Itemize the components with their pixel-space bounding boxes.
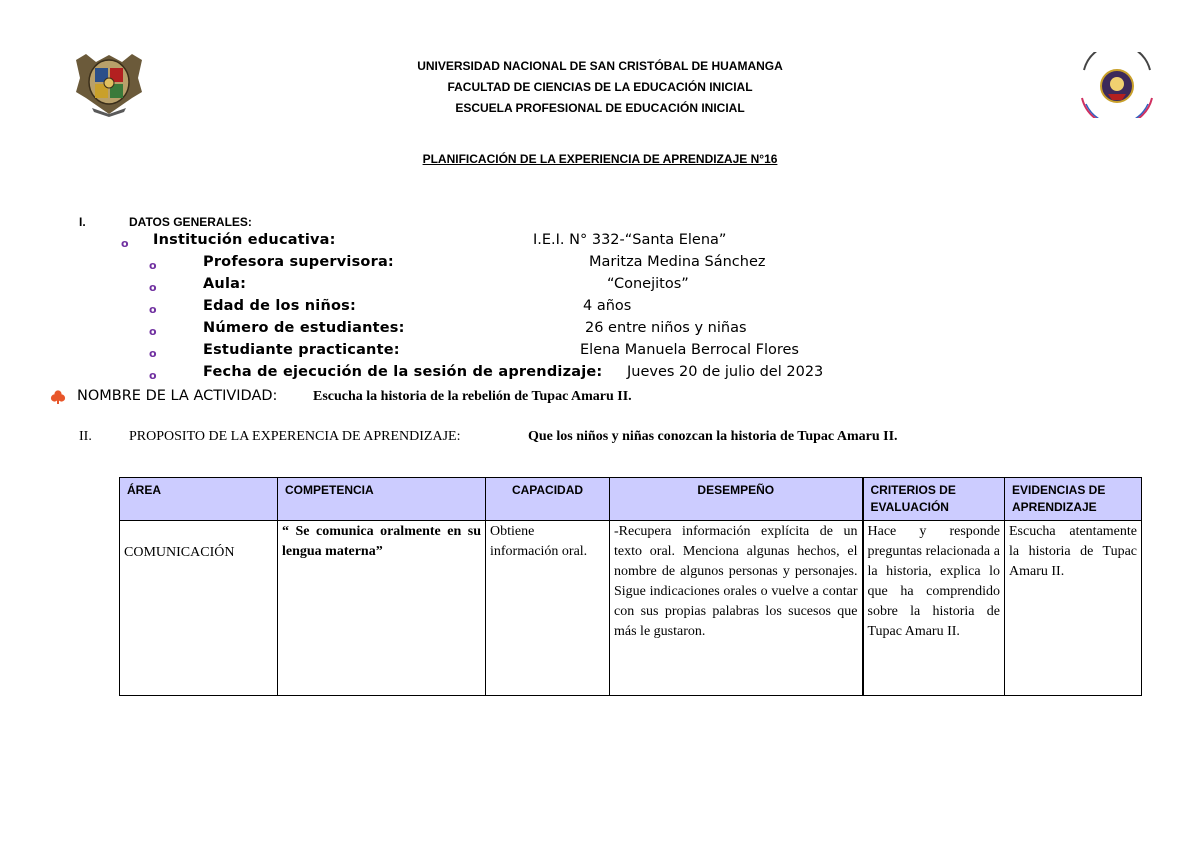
- students-count-label: Número de estudiantes:: [203, 320, 405, 336]
- list-bullet: o: [149, 325, 157, 338]
- table-row: [120, 521, 1142, 696]
- session-date-value: Jueves 20 de julio del 2023: [627, 364, 824, 380]
- planning-table: [119, 477, 1142, 696]
- cell-desempeno: -Recupera información explícita de un texto oral. Menciona algunas hechos, el nombre de algunos personas y personajes. Sigue indicaciones orales o vuelve a contar con sus propias palabras los sucesos que más le gustaron.: [610, 521, 863, 696]
- school-name: ESCUELA PROFESIONAL DE EDUCACIÓN INICIAL: [455, 101, 745, 115]
- classroom-label: Aula:: [203, 276, 247, 292]
- activity-value: Escucha la historia de la rebelión de Tupac Amaru II.: [313, 389, 632, 404]
- list-bullet: o: [121, 237, 129, 250]
- section1-title: DATOS GENERALES:: [129, 215, 252, 229]
- list-bullet: o: [149, 369, 157, 382]
- cell-area: COMUNICACIÓN: [120, 521, 278, 696]
- list-bullet: o: [149, 281, 157, 294]
- session-date-label: Fecha de ejecución de la sesión de aprendizaje:: [203, 364, 603, 380]
- faculty-name: FACULTAD DE CIENCIAS DE LA EDUCACIÓN INICIAL: [447, 80, 753, 94]
- list-bullet: o: [149, 347, 157, 360]
- activity-label: NOMBRE DE LA ACTIVIDAD:: [77, 388, 278, 404]
- practitioner-label: Estudiante practicante:: [203, 342, 400, 358]
- section1-number: I.: [79, 215, 86, 229]
- page-title: PLANIFICACIÓN DE LA EXPERIENCIA DE APRENDIZAJE N°16: [422, 152, 778, 166]
- practitioner-value: Elena Manuela Berrocal Flores: [580, 342, 799, 358]
- table-header-row: [120, 478, 1142, 521]
- header-evidencias: EVIDENCIAS DE APRENDIZAJE: [1005, 478, 1142, 521]
- header-desempeno: DESEMPEÑO: [610, 478, 863, 521]
- age-value: 4 años: [583, 298, 632, 314]
- supervisor-value: Maritza Medina Sánchez: [589, 254, 766, 270]
- activity-marker-icon: [50, 389, 66, 409]
- institution-label: Institución educativa:: [153, 232, 336, 248]
- students-count-value: 26 entre niños y niñas: [585, 320, 747, 336]
- age-label: Edad de los niños:: [203, 298, 356, 314]
- cell-evidencias: Escucha atentamente la historia de Tupac Amaru II.: [1005, 521, 1142, 696]
- header-capacidad: CAPACIDAD: [486, 478, 610, 521]
- header-area: ÁREA: [120, 478, 278, 521]
- section2-label: PROPOSITO DE LA EXPERENCIA DE APRENDIZAJE:: [129, 429, 461, 444]
- cell-capacidad: Obtiene información oral.: [486, 521, 610, 696]
- cell-criterios: Hace y responde preguntas relacionada a la historia, explica lo que ha comprendido sobre la historia de Tupac Amaru II.: [863, 521, 1005, 696]
- header-criterios: CRITERIOS DE EVALUACIÓN: [863, 478, 1005, 521]
- university-name: UNIVERSIDAD NACIONAL DE SAN CRISTÓBAL DE HUAMANGA: [417, 59, 783, 73]
- list-bullet: o: [149, 303, 157, 316]
- header-competencia: COMPETENCIA: [278, 478, 486, 521]
- cell-competencia: “ Se comunica oralmente en su lengua materna”: [278, 521, 486, 696]
- section2-number: II.: [79, 429, 92, 444]
- institution-value: I.E.I. N° 332-“Santa Elena”: [533, 232, 727, 248]
- section2-value: Que los niños y niñas conozcan la historia de Tupac Amaru II.: [528, 429, 898, 444]
- classroom-value: “Conejitos”: [607, 276, 689, 292]
- supervisor-label: Profesora supervisora:: [203, 254, 394, 270]
- list-bullet: o: [149, 259, 157, 272]
